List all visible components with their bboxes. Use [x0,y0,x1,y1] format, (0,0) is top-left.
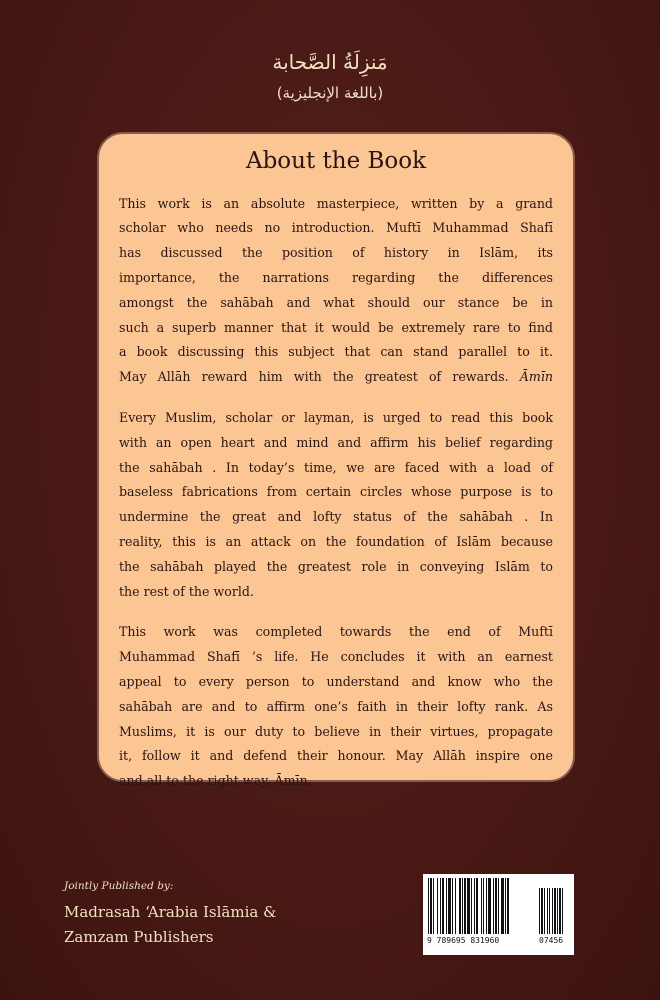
paragraph-line: amongst the sahābah and what should our stance be in [119,294,553,310]
paragraph-line: it, follow it and defend their honour. May Allāh inspire one [119,748,553,764]
barcode-bars [423,874,574,936]
arabic-subtitle: (باللغة الإنجليزية) [276,84,384,102]
paragraph-2 [119,406,553,604]
paragraph-line: the sahābah . In today’s time, we are faced with a load of [119,459,553,475]
paragraph-line: with an open heart and mind and affirm his belief regarding [119,434,553,450]
paragraph-line-last [119,365,553,390]
paragraph-line: appeal to every person to understand and know who the [119,673,553,689]
paragraph-line: has discussed the position of history in Islām, its [119,245,553,261]
paragraph-line: reality, this is an attack on the foundation of Islām because [119,533,553,549]
arabic-title: مَنزِلَةُ الصَّحابة [272,50,388,74]
paragraph-line: undermine the great and lofty status of the sahābah . In [119,509,553,525]
paragraph-line: such a superb manner that it would be extremely rare to find [119,319,553,335]
paragraph-line: sahābah are and to affirm one’s faith in their lofty rank. As [119,698,553,714]
publisher-line-2: Zamzam Publishers [64,928,214,946]
paragraph-line: Muslims, it is our duty to believe in their virtues, propagate [119,723,553,739]
about-title: About the Book [245,148,427,174]
paragraph-1 [119,192,553,390]
paragraph-line: scholar who needs no introduction. Muftī Muhammad Shafī [119,220,553,236]
amin-closing: Āmīn [519,369,553,385]
barcode [423,874,574,955]
barcode-addon: 07456 [539,936,564,945]
paragraph-line: the sahābah played the greatest role in conveying Islām to [119,558,553,574]
paragraph-line: This work is an absolute masterpiece, written by a grand [119,195,553,211]
paragraph-line: importance, the narrations regarding the differences [119,269,553,285]
publisher-label: Jointly Published by: [64,880,174,892]
paragraph-3 [119,620,553,794]
paragraph-line: the rest of the world. [119,583,254,599]
paragraph-line-text: May Allāh reward him with the greatest of rewards. [119,369,509,385]
paragraph-line: and all to the right way. Āmīn. [119,773,312,789]
barcode-isbn: 9 789695 831960 [427,936,500,945]
publisher-line-1: Madrasah ‘Arabia Islāmia & [64,903,277,921]
paragraph-line: a book discussing this subject that can stand parallel to it. [119,344,553,360]
paragraph-line: baseless fabrications from certain circles whose purpose is to [119,484,553,500]
about-panel [97,132,575,789]
paragraph-line: This work was completed towards the end of Muftī [119,624,553,640]
paragraph-line: Muhammad Shafī ’s life. He concludes it with an earnest [119,649,553,665]
paragraph-line: Every Muslim, scholar or layman, is urged to read this book [119,409,553,425]
